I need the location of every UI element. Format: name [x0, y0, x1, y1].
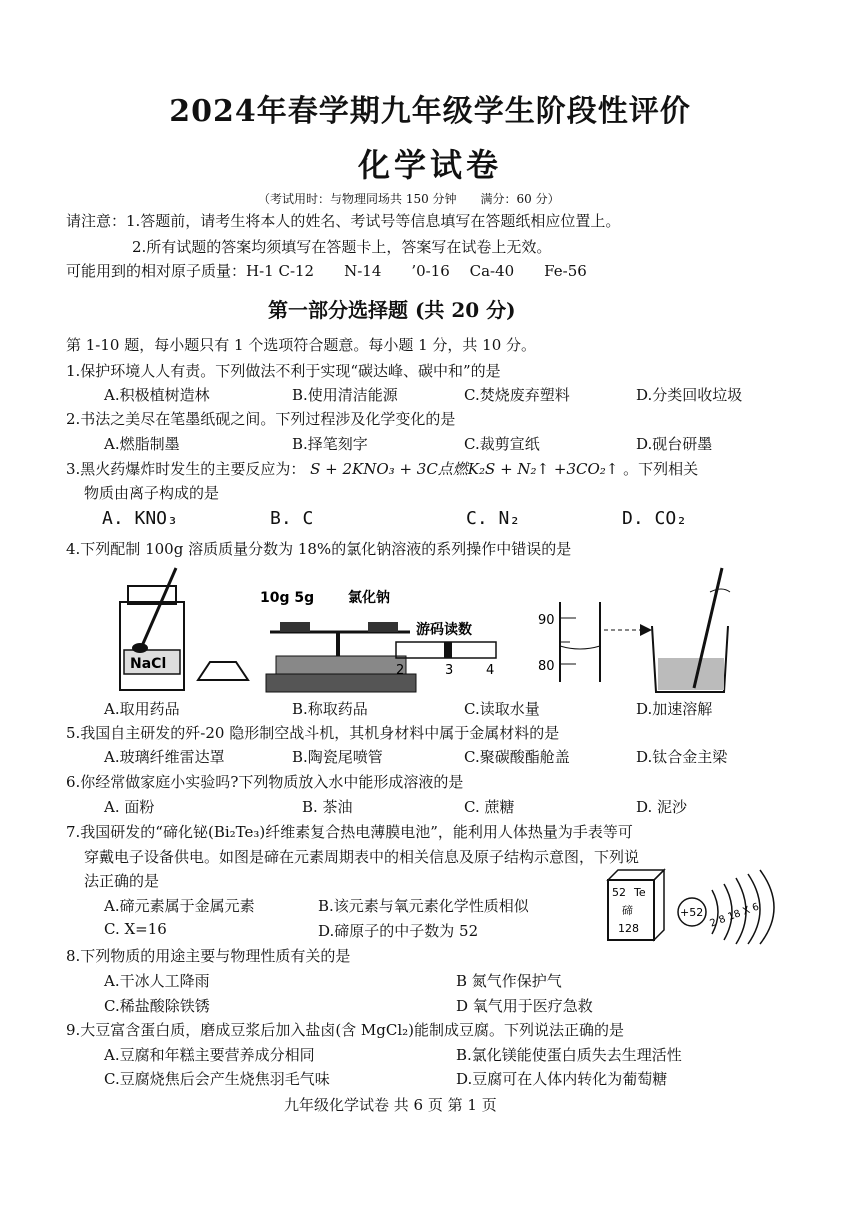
exam-title: 2024年春学期九年级学生阶段性评价	[169, 94, 691, 129]
exam-info: （考试用时：与物理同场共 150 分钟 满分：60 分）	[258, 192, 560, 206]
cyl-80: 80	[538, 659, 555, 674]
element-symbol: Te	[634, 886, 646, 899]
q9-option-b: B.氯化镁能使蛋白质失去生理活性	[456, 1046, 682, 1064]
q6-option-a: A. 面粉	[104, 798, 155, 816]
q9-option-d: D.豆腐可在人体内转化为葡萄糖	[456, 1070, 668, 1088]
reagent-bottle-figure	[120, 568, 248, 690]
q7-option-b: B.该元素与氧元素化学性质相似	[318, 897, 529, 915]
q3-option-d: D. CO₂	[622, 508, 688, 529]
q2-option-b: B.择笔刻字	[292, 435, 368, 453]
q1-option-a: A.积极植树造林	[104, 386, 210, 404]
nacl-label: NaCl	[130, 656, 167, 672]
q7-option-d: D.碲原子的中子数为 52	[318, 922, 479, 940]
q3-option-c: C. N₂	[466, 508, 521, 529]
balance-figure	[260, 589, 496, 692]
q8-option-c: C.稀盐酸除铁锈	[104, 997, 210, 1015]
q8-option-d: D 氧气用于医疗急救	[456, 997, 593, 1015]
notice-line-2: 2.所有试题的答案均须填写在答题卡上，答案写在试卷上无效。	[132, 238, 552, 256]
q4-figures	[100, 562, 820, 700]
q3-stem-pre: 3.黑火药爆炸时发生的主要反应为：	[66, 460, 306, 478]
q4-option-c: C.读取水量	[464, 700, 540, 718]
q3-stem-post: 。下列相关	[623, 460, 699, 478]
q8-option-b: B 氮气作保护气	[456, 972, 562, 990]
nucleus-charge: +52	[680, 906, 704, 919]
q9-option-c: C.豆腐烧焦后会产生烧焦羽毛气味	[104, 1070, 330, 1088]
atomic-number: 52	[612, 886, 626, 899]
weights-label: 10g 5g	[260, 590, 315, 606]
periodic-cell	[608, 870, 664, 940]
notice-line-1: 请注意：1.答题前，请考生将本人的姓名、考试号等信息填写在答题纸相应位置上。	[66, 212, 621, 230]
q3-stem-2: 物质由离子构成的是	[84, 484, 220, 502]
q6-option-c: C. 蔗糖	[464, 798, 515, 816]
q4-stem: 4.下列配制 100g 溶质质量分数为 18%的氯化钠溶液的系列操作中错误的是	[66, 540, 572, 558]
q6-option-d: D. 泥沙	[636, 798, 688, 816]
q4-option-d: D.加速溶解	[636, 700, 713, 718]
part1-intro: 第 1-10 题，每小题只有 1 个选项符合题意。每小题 1 分，共 10 分。	[66, 336, 537, 354]
atomic-mass: 128	[618, 922, 639, 935]
q3-equation: S + 2KNO₃ + 3C点燃K₂S + N₂↑ +3CO₂↑	[310, 460, 619, 478]
q1-option-c: C.焚烧废弃塑料	[464, 386, 570, 404]
q1-option-b: B.使用清洁能源	[292, 386, 398, 404]
q6-stem: 6.你经常做家庭小实验吗?下列物质放入水中能形成溶液的是	[66, 773, 464, 791]
q7-stem-1: 7.我国研发的“碲化铋(Bi₂Te₃)纤维素复合热电薄膜电池”，能利用人体热量为手表等可	[66, 823, 633, 841]
beaker-figure	[652, 568, 730, 692]
q5-option-b: B.陶瓷尾喷管	[292, 748, 383, 766]
q2-stem: 2.书法之美尽在笔墨纸砚之间。下列过程涉及化学变化的是	[66, 410, 456, 428]
cylinder-figure	[538, 602, 652, 682]
q8-stem: 8.下列物质的用途主要与物理性质有关的是	[66, 947, 351, 965]
q2-option-d: D.砚台研墨	[636, 435, 713, 453]
atom-structure	[678, 870, 774, 944]
q7-option-a: A.碲元素属于金属元素	[104, 897, 255, 915]
q9-option-a: A.豆腐和年糕主要营养成分相同	[104, 1046, 315, 1064]
q9-stem: 9.大豆富含蛋白质，磨成豆浆后加入盐卤(含 MgCl₂)能制成豆腐。下列说法正确的是	[66, 1021, 625, 1039]
scale-2: 2	[396, 663, 405, 678]
q5-option-d: D.钛合金主梁	[636, 748, 728, 766]
q7-stem-2: 穿戴电子设备供电。如图是碲在元素周期表中的相关信息及原子结构示意图，下列说	[84, 848, 640, 866]
shell-electrons: 2 8 18 X 6	[708, 901, 761, 930]
atomic-mass-line: 可能用到的相对原子质量：H-1 C-12 N-14 ’0-16 Ca-40 Fe-56	[66, 262, 587, 280]
q7-option-c: C. X=16	[104, 920, 167, 938]
q6-option-b: B. 茶油	[302, 798, 353, 816]
q8-option-a: A.干冰人工降雨	[104, 972, 210, 990]
scale-4: 4	[486, 663, 495, 678]
q7-tellurium-figure	[600, 860, 800, 946]
exam-subject: 化学试卷	[357, 146, 502, 184]
salt-label: 氯化钠	[348, 590, 390, 606]
element-name: 碲	[622, 904, 633, 917]
part1-heading: 第一部分选择题 (共 20 分)	[268, 298, 516, 322]
q4-option-b: B.称取药品	[292, 700, 368, 718]
scale-3: 3	[445, 663, 454, 678]
q1-option-d: D.分类回收垃圾	[636, 386, 743, 404]
q2-option-a: A.燃脂制墨	[104, 435, 180, 453]
q7-stem-3: 法正确的是	[84, 872, 160, 890]
q3-option-a: A. KNO₃	[102, 508, 178, 529]
q4-option-a: A.取用药品	[104, 700, 180, 718]
q5-option-a: A.玻璃纤维雷达罩	[104, 748, 225, 766]
rider-label: 游码读数	[416, 622, 472, 638]
page-footer: 九年级化学试卷 共 6 页 第 1 页	[284, 1096, 497, 1114]
q5-stem: 5.我国自主研发的歼-20 隐形制空战斗机，其机身材料中属于金属材料的是	[66, 724, 560, 742]
q5-option-c: C.聚碳酸酯舱盖	[464, 748, 570, 766]
q2-option-c: C.裁剪宣纸	[464, 435, 540, 453]
q1-stem: 1.保护环境人人有责。下列做法不利于实现“碳达峰、碳中和”的是	[66, 362, 501, 380]
cyl-90: 90	[538, 613, 555, 628]
q3-option-b: B. C	[270, 508, 314, 529]
q3-stem	[66, 458, 698, 479]
